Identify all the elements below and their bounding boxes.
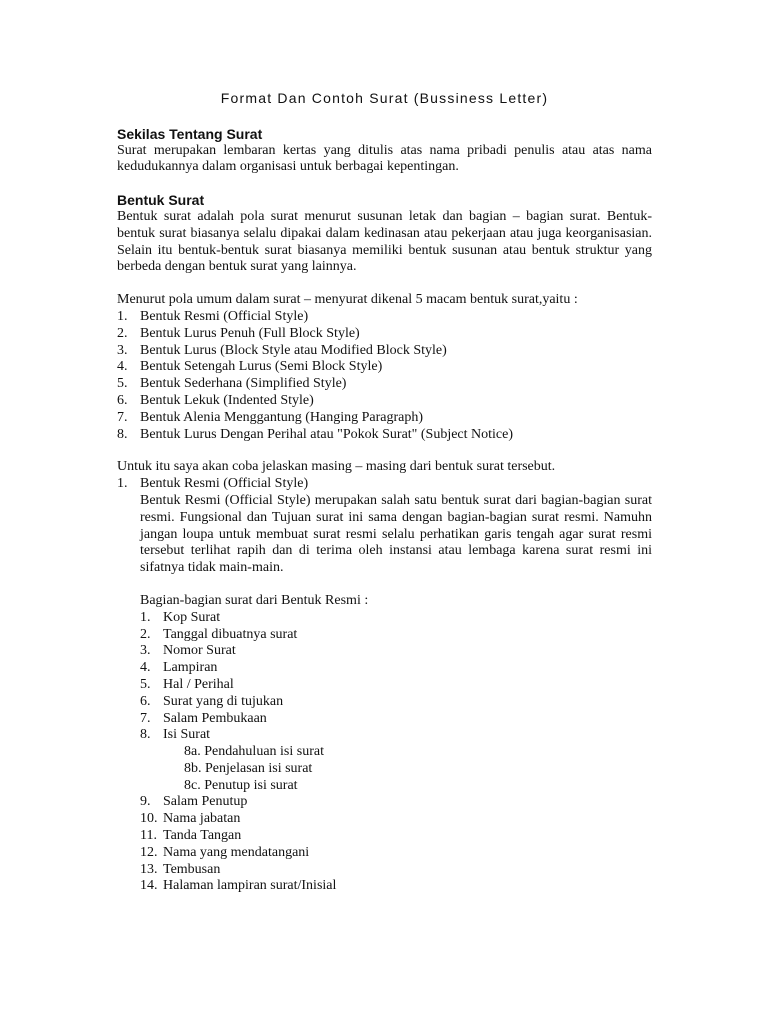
sub-list-item: 8a. Pendahuluan isi surat — [184, 744, 324, 760]
list-item: 7. Bentuk Alenia Menggantung (Hanging Paragraph) — [117, 409, 424, 425]
section-body-bentuk: Bentuk surat adalah pola surat menurut susunan letak dan bagian – bagian surat. Bentuk-bentuk surat biasanya selalu dipakai dalam kedinasan atau pekerjaan atau juga keorganisasian. Selain itu bentuk-bentuk surat biasanya memiliki bentuk susunan atau bentuk struktur yang berbeda dengan bentuk surat yang lainnya. — [117, 208, 652, 275]
forms-intro: Menurut pola umum dalam surat – menyurat dikenal 5 macam bentuk surat,yaitu : — [117, 292, 578, 308]
explain-item-content — [117, 493, 652, 895]
section-body-sekilas: Surat merupakan lembaran kertas yang ditulis atas nama pribadi penulis atau atas nama kedudukannya dalam organisasi untuk berbagai kepentingan. — [117, 142, 652, 175]
explain-item-title: 1. Bentuk Resmi (Official Style) — [117, 476, 309, 492]
section-heading-sekilas: Sekilas Tentang Surat — [117, 125, 263, 142]
section-heading-bentuk: Bentuk Surat — [117, 192, 205, 209]
list-item: 3. Bentuk Lurus (Block Style atau Modified Block Style) — [117, 342, 447, 358]
list-item: 6. Bentuk Lekuk (Indented Style) — [117, 392, 314, 408]
list-item: 12. Nama yang mendatangani — [140, 844, 310, 860]
list-item: 14. Halaman lampiran surat/Inisial — [140, 878, 337, 894]
list-item: 3. Nomor Surat — [140, 643, 236, 659]
parts-intro: Bagian-bagian surat dari Bentuk Resmi : — [140, 592, 369, 608]
list-item: 11. Tanda Tangan — [140, 828, 242, 844]
list-item: 5. Hal / Perihal — [140, 676, 234, 692]
list-item: 4. Lampiran — [140, 660, 218, 676]
list-item: 4. Bentuk Setengah Lurus (Semi Block Style) — [117, 359, 383, 375]
list-item: 13. Tembusan — [140, 861, 221, 877]
list-item: 2. Tanggal dibuatnya surat — [140, 626, 298, 642]
explain-intro: Untuk itu saya akan coba jelaskan masing – masing dari bentuk surat tersebut. — [117, 459, 556, 475]
list-item: 1. Kop Surat — [140, 609, 221, 625]
list-item: 7. Salam Pembukaan — [140, 710, 267, 726]
list-item: 8. Isi Surat — [140, 727, 211, 743]
sub-list-item: 8c. Penutup isi surat — [184, 777, 298, 793]
sub-list-item: 8b. Penjelasan isi surat — [184, 760, 313, 776]
explain-item-body: Bentuk Resmi (Official Style) merupakan salah satu bentuk surat dari bagian-bagian surat resmi. Fungsional dan Tujuan surat ini sama dengan bagian-bagian surat resmi. Namuhn jangan loupa untuk membuat surat resmi selalu perhatikan garis tengah agar surat resmi tersebut terlihat rapih dan di terima oleh instansi atau lembaga karena surat resmi ini sifatnya tidak main-main. — [140, 492, 652, 576]
list-item: 10. Nama jabatan — [140, 811, 241, 827]
list-item: 9. Salam Penutup — [140, 794, 248, 810]
list-item: 1. Bentuk Resmi (Official Style) — [117, 308, 309, 324]
list-item: 2. Bentuk Lurus Penuh (Full Block Style) — [117, 325, 360, 341]
parts-list — [140, 610, 652, 896]
list-item: 8. Bentuk Lurus Dengan Perihal atau "Pokok Surat" (Subject Notice) — [117, 426, 514, 442]
forms-list — [117, 309, 652, 443]
list-item: 5. Bentuk Sederhana (Simplified Style) — [117, 376, 347, 392]
list-item: 6. Surat yang di tujukan — [140, 693, 284, 709]
document-title: Format Dan Contoh Surat (Bussiness Letter) — [220, 90, 549, 106]
